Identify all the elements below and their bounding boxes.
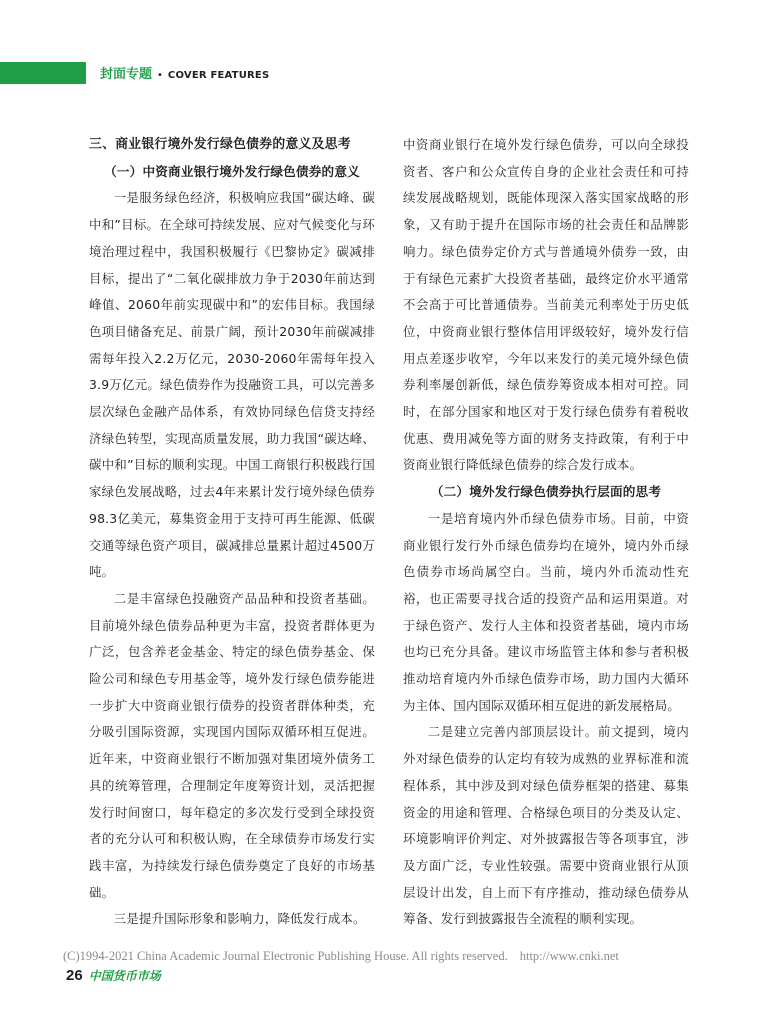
page-footer xyxy=(66,965,161,984)
header-separator: • xyxy=(157,70,163,81)
paragraph: 三是提升国际形象和影响力，降低发行成本。 xyxy=(113,911,366,927)
paragraph: 二是丰富绿色投融资产品品种和投资者基础。目前境外绿色债券品种更为丰富，投资者群体更为广泛，包含养老金基金、特定的绿色债券基金、保险公司和绿色专用基金等，境外发行绿色债券能进一步扩大中资商业银行债券的投资者群体种类，充分吸引国际资源，实现国内国际双循环相互促进。近年来，中资商业银行不断加强对集团境外债务工具的统筹管理，合理制定年度筹资计划，灵活把握发行时间窗口，每年稳定的多次发行受到全球投资者的充分认可和积极认购，在全球债券市场发行实践丰富，为持续发行绿色债券奠定了良好的市场基础。 xyxy=(89,590,375,900)
subsection-heading-1: （一）中资商业银行境外发行绿色债券的意义 xyxy=(104,163,360,179)
section-title-en: COVER FEATURES xyxy=(167,70,270,81)
paragraph: 二是建立完善内部顶层设计。前文提到，境内外对绿色债券的认定均有较为成熟的业界标准和流程体系，其中涉及到对绿色债券框架的搭建、募集资金的用途和管理、合格绿色项目的分类及认定、环境影响评价判定、对外披露报告等各项事宜，涉及方面广泛，专业性较强。需要中资商业银行从顶层设计出发，自上而下有序推动，推动绿色债券从筹备、发行到披露报告全流程的顺利实现。 xyxy=(403,724,689,927)
section-heading: 三、商业银行境外发行绿色债券的意义及思考 xyxy=(89,137,351,152)
copyright-text: (C)1994-2021 China Academic Journal Electronic Publishing House. All rights reserved. xyxy=(63,949,508,963)
cnki-url: http://www.cnki.net xyxy=(519,949,619,963)
left-column xyxy=(89,132,375,933)
right-column xyxy=(403,132,689,933)
section-title-cn: 封面专题 xyxy=(100,67,153,82)
header-accent-bar xyxy=(0,62,86,84)
page-number: 26 xyxy=(66,967,83,984)
copyright-notice xyxy=(63,949,703,964)
subsection-heading-2: （二）境外发行绿色债券执行层面的思考 xyxy=(430,484,662,500)
magazine-name: 中国货币市场 xyxy=(88,969,161,983)
paragraph: 一是培育境内外币绿色债券市场。目前，中资商业银行发行外币绿色债券均在境外，境内外币绿色债券市场尚属空白。当前，境内外币流动性充裕，也正需要寻找合适的投资产品和运用渠道。对于绿色资产、发行人主体和投资者基础，境内市场也均已充分具备。建议市场监管主体和参与者积极推动培育境内外币绿色债券市场，助力国内大循环为主体、国内国际双循环相互促进的新发展格局。 xyxy=(403,510,689,713)
paragraph-continued: 中资商业银行在境外发行绿色债券，可以向全球投资者、客户和公众宣传自身的企业社会责任和可持续发展战略规划，既能体现深入落实国家战略的形象，又有助于提升在国际市场的社会责任和品牌影响力。绿色债券定价方式与普通境外债券一致，由于有绿色元素扩大投资者基础，最终定价水平通常不会高于可比普通债券。当前美元利率处于历史低位，中资商业银行整体信用评级较好，境外发行信用点差逐步收窄，今年以来发行的美元境外绿色债券利率屡创新低，绿色债券筹资成本相对可控。同时，在部分国家和地区对于发行绿色债券有着税收优惠、费用减免等方面的财务支持政策，有利于中资商业银行降低绿色债券的综合发行成本。 xyxy=(403,137,689,473)
paragraph: 一是服务绿色经济，积极响应我国“碳达峰、碳中和”目标。在全球可持续发展、应对气候变化与环境治理过程中，我国积极履行《巴黎协定》碳减排目标，提出了“二氧化碳排放力争于2030年前达到峰值、2060年前实现碳中和”的宏伟目标。我国绿色项目储备充足、前景广阔，预计2030年前碳减排需每年投入2.2万亿元，2030-2060年需每年投入3.9万亿元。绿色债券作为投融资工具，可以完善多层次绿色金融产品体系，有效协同绿色信贷支持经济绿色转型，实现高质量发展，助力我国“碳达峰、碳中和”目标的顺利实现。中国工商银行积极践行国家绿色发展战略，过去4年来累计发行境外绿色债券98.3亿美元，募集资金用于支持可再生能源、低碳交通等绿色资产项目，碳减排总量累计超过4500万吨。 xyxy=(89,190,375,580)
section-header xyxy=(100,66,269,84)
